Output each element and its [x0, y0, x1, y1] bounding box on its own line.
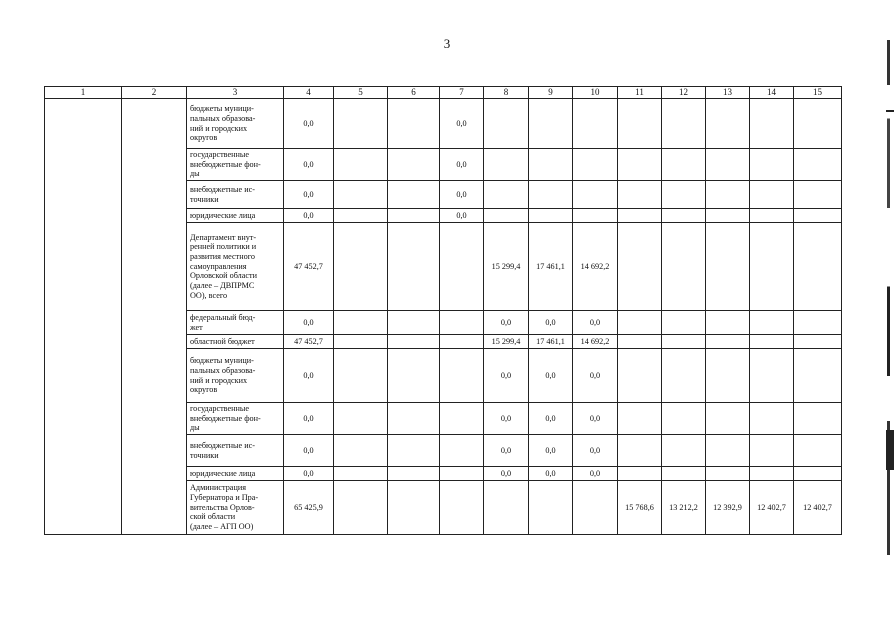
- col2-merged-cell: [122, 99, 187, 535]
- value-cell: [334, 403, 388, 435]
- value-cell: [618, 99, 662, 149]
- value-cell: [529, 209, 573, 223]
- value-cell: [706, 335, 750, 349]
- value-cell: [388, 99, 440, 149]
- value-cell: [334, 149, 388, 181]
- value-cell: [706, 403, 750, 435]
- value-cell: [750, 181, 794, 209]
- value-cell: [618, 223, 662, 311]
- value-cell: [706, 435, 750, 467]
- row-label: внебюджетные ис- точники: [187, 181, 284, 209]
- column-header: 14: [750, 87, 794, 99]
- row-label: юридические лица: [187, 467, 284, 481]
- value-cell: 0,0: [573, 311, 618, 335]
- value-cell: 0,0: [573, 403, 618, 435]
- value-cell: [388, 467, 440, 481]
- column-header: 5: [334, 87, 388, 99]
- value-cell: 0,0: [284, 349, 334, 403]
- value-cell: [662, 403, 706, 435]
- value-cell: [334, 181, 388, 209]
- value-cell: 0,0: [484, 311, 529, 335]
- value-cell: [618, 209, 662, 223]
- value-cell: [388, 311, 440, 335]
- value-cell: 0,0: [529, 435, 573, 467]
- value-cell: 17 461,1: [529, 335, 573, 349]
- value-cell: 0,0: [573, 467, 618, 481]
- scan-edge-mark: [886, 110, 894, 112]
- value-cell: [750, 349, 794, 403]
- value-cell: 0,0: [284, 403, 334, 435]
- value-cell: 47 452,7: [284, 335, 334, 349]
- value-cell: [750, 209, 794, 223]
- column-header: 11: [618, 87, 662, 99]
- value-cell: [388, 481, 440, 535]
- table-row: [45, 99, 842, 149]
- value-cell: [334, 349, 388, 403]
- value-cell: [618, 311, 662, 335]
- value-cell: 0,0: [484, 349, 529, 403]
- value-cell: [388, 209, 440, 223]
- value-cell: [618, 349, 662, 403]
- value-cell: [440, 481, 484, 535]
- row-label: государственные внебюджетные фон- ды: [187, 403, 284, 435]
- value-cell: [706, 349, 750, 403]
- value-cell: [706, 149, 750, 181]
- value-cell: 0,0: [529, 467, 573, 481]
- value-cell: [750, 335, 794, 349]
- value-cell: 15 299,4: [484, 223, 529, 311]
- value-cell: [662, 349, 706, 403]
- value-cell: [662, 335, 706, 349]
- col1-merged-cell: [45, 99, 122, 535]
- value-cell: [334, 335, 388, 349]
- value-cell: 15 768,6: [618, 481, 662, 535]
- value-cell: [334, 435, 388, 467]
- value-cell: [573, 481, 618, 535]
- row-label: областной бюджет: [187, 335, 284, 349]
- value-cell: [794, 335, 842, 349]
- value-cell: [750, 99, 794, 149]
- column-header: 2: [122, 87, 187, 99]
- column-header: 9: [529, 87, 573, 99]
- value-cell: 14 692,2: [573, 335, 618, 349]
- value-cell: [334, 467, 388, 481]
- value-cell: 0,0: [284, 311, 334, 335]
- value-cell: [750, 223, 794, 311]
- scan-edge-artifact: [887, 40, 890, 600]
- value-cell: [529, 99, 573, 149]
- page-number: 3: [443, 36, 451, 51]
- value-cell: [440, 311, 484, 335]
- value-cell: [794, 99, 842, 149]
- value-cell: [334, 481, 388, 535]
- value-cell: 14 692,2: [573, 223, 618, 311]
- value-cell: 0,0: [484, 467, 529, 481]
- value-cell: [662, 467, 706, 481]
- value-cell: 0,0: [284, 149, 334, 181]
- column-header: 15: [794, 87, 842, 99]
- row-label: бюджеты муници- пальных образова- ний и городских округов: [187, 349, 284, 403]
- value-cell: [794, 349, 842, 403]
- value-cell: [440, 403, 484, 435]
- row-label: государственные внебюджетные фон- ды: [187, 149, 284, 181]
- value-cell: 0,0: [573, 349, 618, 403]
- row-label: федеральный бюд- жет: [187, 311, 284, 335]
- value-cell: [388, 403, 440, 435]
- value-cell: [618, 181, 662, 209]
- value-cell: 12 402,7: [794, 481, 842, 535]
- column-header: 13: [706, 87, 750, 99]
- value-cell: [706, 181, 750, 209]
- value-cell: [750, 467, 794, 481]
- value-cell: [750, 403, 794, 435]
- value-cell: [388, 181, 440, 209]
- value-cell: [706, 209, 750, 223]
- value-cell: [618, 435, 662, 467]
- value-cell: [388, 335, 440, 349]
- value-cell: [618, 149, 662, 181]
- row-label: юридические лица: [187, 209, 284, 223]
- column-header: 8: [484, 87, 529, 99]
- value-cell: 0,0: [529, 349, 573, 403]
- value-cell: 13 212,2: [662, 481, 706, 535]
- value-cell: [794, 311, 842, 335]
- value-cell: 12 392,9: [706, 481, 750, 535]
- value-cell: 0,0: [484, 435, 529, 467]
- value-cell: 0,0: [284, 99, 334, 149]
- value-cell: [662, 99, 706, 149]
- value-cell: [484, 99, 529, 149]
- value-cell: 0,0: [284, 435, 334, 467]
- value-cell: 0,0: [284, 209, 334, 223]
- value-cell: [440, 335, 484, 349]
- value-cell: [573, 209, 618, 223]
- value-cell: [794, 467, 842, 481]
- value-cell: [794, 435, 842, 467]
- value-cell: [662, 311, 706, 335]
- value-cell: 0,0: [440, 209, 484, 223]
- budget-table: [44, 86, 842, 535]
- value-cell: [334, 209, 388, 223]
- value-cell: 0,0: [440, 181, 484, 209]
- value-cell: [706, 467, 750, 481]
- value-cell: [706, 99, 750, 149]
- value-cell: [573, 181, 618, 209]
- value-cell: [440, 223, 484, 311]
- value-cell: 17 461,1: [529, 223, 573, 311]
- value-cell: 47 452,7: [284, 223, 334, 311]
- value-cell: [794, 149, 842, 181]
- value-cell: [662, 181, 706, 209]
- value-cell: [794, 181, 842, 209]
- value-cell: [484, 149, 529, 181]
- value-cell: 0,0: [484, 403, 529, 435]
- header-row: [45, 87, 842, 99]
- value-cell: 0,0: [284, 467, 334, 481]
- column-header: 4: [284, 87, 334, 99]
- value-cell: [794, 209, 842, 223]
- value-cell: [662, 223, 706, 311]
- value-cell: [388, 435, 440, 467]
- value-cell: [529, 149, 573, 181]
- value-cell: [334, 311, 388, 335]
- value-cell: [750, 149, 794, 181]
- value-cell: [440, 467, 484, 481]
- value-cell: [706, 223, 750, 311]
- value-cell: 15 299,4: [484, 335, 529, 349]
- column-header: 12: [662, 87, 706, 99]
- value-cell: [388, 223, 440, 311]
- scan-edge-mark: [886, 430, 894, 470]
- value-cell: [662, 209, 706, 223]
- value-cell: [573, 99, 618, 149]
- row-label: внебюджетные ис- точники: [187, 435, 284, 467]
- value-cell: [388, 149, 440, 181]
- value-cell: [484, 181, 529, 209]
- value-cell: [573, 149, 618, 181]
- row-label: Администрация Губернатора и Пра- вительства Орлов- ской области (далее – АГП ОО): [187, 481, 284, 535]
- column-header: 1: [45, 87, 122, 99]
- column-header: 6: [388, 87, 440, 99]
- value-cell: [618, 335, 662, 349]
- value-cell: 0,0: [440, 149, 484, 181]
- value-cell: [706, 311, 750, 335]
- value-cell: 12 402,7: [750, 481, 794, 535]
- value-cell: [484, 209, 529, 223]
- value-cell: 0,0: [529, 311, 573, 335]
- value-cell: 65 425,9: [284, 481, 334, 535]
- value-cell: [618, 467, 662, 481]
- value-cell: [794, 403, 842, 435]
- row-label: бюджеты муници- пальных образова- ний и городских округов: [187, 99, 284, 149]
- row-label: Департамент внут- ренней политики и развития местного самоуправления Орловской области (далее – ДВПРМС ОО), всего: [187, 223, 284, 311]
- value-cell: [388, 349, 440, 403]
- value-cell: [529, 181, 573, 209]
- value-cell: [794, 223, 842, 311]
- value-cell: [334, 99, 388, 149]
- value-cell: [529, 481, 573, 535]
- value-cell: [440, 435, 484, 467]
- value-cell: [618, 403, 662, 435]
- value-cell: 0,0: [284, 181, 334, 209]
- table-body: [45, 99, 842, 535]
- value-cell: [484, 481, 529, 535]
- value-cell: [750, 311, 794, 335]
- column-header: 7: [440, 87, 484, 99]
- value-cell: [662, 435, 706, 467]
- value-cell: 0,0: [529, 403, 573, 435]
- value-cell: 0,0: [573, 435, 618, 467]
- column-header: 10: [573, 87, 618, 99]
- value-cell: [662, 149, 706, 181]
- value-cell: 0,0: [440, 99, 484, 149]
- value-cell: [440, 349, 484, 403]
- value-cell: [334, 223, 388, 311]
- column-header: 3: [187, 87, 284, 99]
- value-cell: [750, 435, 794, 467]
